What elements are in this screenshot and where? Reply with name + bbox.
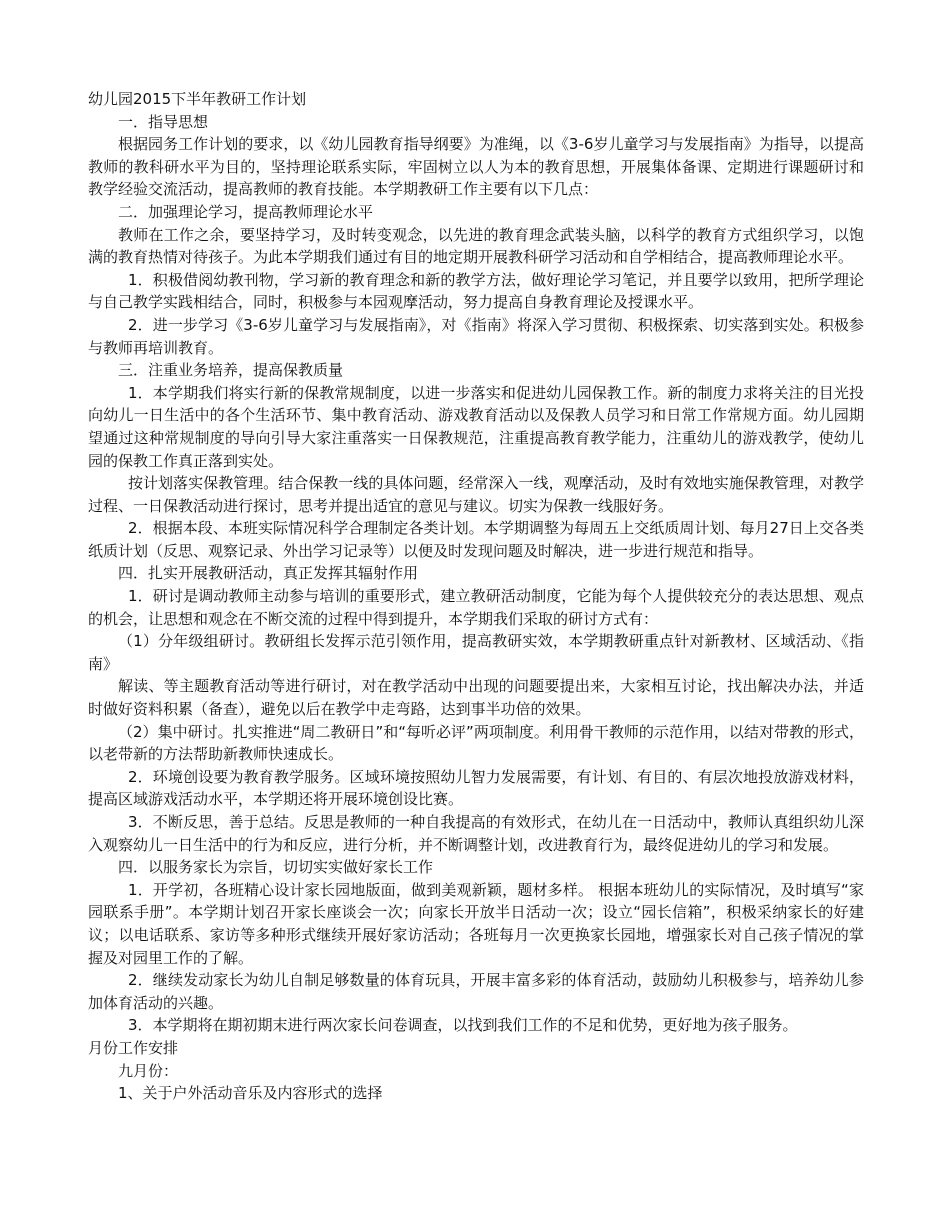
section-heading-teaching-research: 四．扎实开展教研活动，真正发挥其辐射作用 bbox=[118, 564, 419, 583]
document-title: 幼儿园2015下半年教研工作计划 bbox=[88, 90, 307, 108]
paragraph: 1．本学期我们将实行新的保教常规制度，以进一步落实和促进幼儿园保教工作。新的制度力求将关注的目光投向幼儿一日生活中的各个生活环节、集中教育活动、游戏教育活动以及保教人员学习和日常工作常规方面。幼儿园期望通过这种常规制度的导向引导大家注重落实一日保教规范，注重提高教育教学能力，注重幼儿的游戏教学，使幼儿园的保教工作真正落到实处。 bbox=[88, 383, 864, 470]
paragraph: （2）集中研讨。扎实推进“周二教研日”和“每听必评”两项制度。利用骨干教师的示范作用，以结对带教的形式，以老带新的方法帮助新教师快速成长。 bbox=[88, 722, 864, 764]
paragraph: 2．环境创设要为教育教学服务。区域环境按照幼儿智力发展需要，有计划、有目的、有层次地投放游戏材料，提高区域游戏活动水平，本学期还将开展环境创设比赛。 bbox=[88, 767, 864, 809]
section-heading-parent-work: 四．以服务家长为宗旨，切切实实做好家长工作 bbox=[118, 858, 434, 877]
paragraph: 2．根据本段、本班实际情况科学合理制定各类计划。本学期调整为每周五上交纸质周计划、每月27日上交各类纸质计划（反思、观察记录、外出学习记录等）以便及时发现问题及时解决，进一步进行规范和指导。 bbox=[88, 519, 864, 560]
paragraph: 教师在工作之余，要坚持学习，及时转变观念，以先进的教育理念武装头脑，以科学的教育方式组织学习，以饱满的教育热情对待孩子。为此本学期我们通过有目的地定期开展教科研学习活动和自学相结合，提高教师理论水平。 bbox=[88, 225, 864, 267]
month-heading-september: 九月份： bbox=[118, 1061, 179, 1080]
paragraph: 解读、等主题教育活动等进行研讨，对在教学活动中出现的问题要提出来，大家相互讨论，找出解决办法，并适时做好资料积累（备查），避免以后在教学中走弯路，达到事半功倍的效果。 bbox=[88, 677, 864, 719]
paragraph: 1．研讨是调动教师主动参与培训的重要形式，建立教研活动制度，它能为每个人提供较充分的表达思想、观点的机会，让思想和观念在不断交流的过程中得到提升，本学期我们采取的研讨方式有： bbox=[88, 587, 864, 628]
document-page bbox=[88, 88, 864, 1105]
list-item: 1、关于户外活动音乐及内容形式的选择 bbox=[118, 1084, 383, 1103]
paragraph: 按计划落实保教管理。结合保教一线的具体问题，经常深入一线，观摩活动，及时有效地实施保教管理，对教学过程、一日保教活动进行探讨，思考并提出适宜的意见与建议。切实为保教一线服好务。 bbox=[88, 474, 864, 515]
section-heading-theory-study: 二．加强理论学习，提高教师理论水平 bbox=[118, 202, 374, 221]
paragraph: 3．不断反思，善于总结。反思是教师的一种自我提高的有效形式，在幼儿在一日活动中，教师认真组织幼儿深入观察幼儿一日生活中的行为和反应，进行分析，并不断调整计划，改进教育行为，最终促进幼儿的学习和发展。 bbox=[88, 813, 864, 854]
section-heading-business-training: 三．注重业务培养，提高保教质量 bbox=[118, 361, 344, 380]
paragraph: 2．进一步学习《3-6岁儿童学习与发展指南》，对《指南》将深入学习贯彻、积极探索、切实落到实处。积极参与教师再培训教育。 bbox=[88, 315, 864, 357]
paragraph: 1．开学初，各班精心设计家长园地版面，做到美观新颖，题材多样。 根据本班幼儿的实际情况，及时填写“家园联系手册”。本学期计划召开家长座谈会一次；向家长开放半日活动一次；设立“园长信箱”，积极采纳家长的好建议；以电话联系、家访等多种形式继续开展好家访活动；各班每月一次更换家长园地，增强家长对自己孩子情况的掌握及对园里工作的了解。 bbox=[88, 880, 864, 967]
paragraph: （1）分年级组研讨。教研组长发挥示范引领作用，提高教研实效，本学期教研重点针对新教材、区域活动、《指南》 bbox=[88, 632, 864, 673]
paragraph: 根据园务工作计划的要求，以《幼儿园教育指导纲要》为准绳，以《3-6岁儿童学习与发展指南》为指导，以提高教师的教科研水平为目的，坚持理论联系实际，牢固树立以人为本的教育思想，开展集体备课、定期进行课题研讨和教学经验交流活动，提高教师的教育技能。本学期教研工作主要有以下几点： bbox=[88, 135, 864, 199]
paragraph: 3．本学期将在期初期末进行两次家长问卷调查，以找到我们工作的不足和优势，更好地为孩子服务。 bbox=[128, 1016, 798, 1035]
paragraph: 2．继续发动家长为幼儿自制足够数量的体育玩具，开展丰富多彩的体育活动，鼓励幼儿积极参与，培养幼儿参加体育活动的兴趣。 bbox=[88, 971, 864, 1012]
paragraph: 1．积极借阅幼教刊物，学习新的教育理念和新的教学方法，做好理论学习笔记，并且要学以致用，把所学理论与自己教学实践相结合，同时，积极参与本园观摩活动，努力提高自身教育理论及授课水平。 bbox=[88, 270, 864, 312]
section-heading-monthly-plan: 月份工作安排 bbox=[88, 1038, 179, 1057]
section-heading-guiding-thought: 一．指导思想 bbox=[118, 112, 209, 131]
